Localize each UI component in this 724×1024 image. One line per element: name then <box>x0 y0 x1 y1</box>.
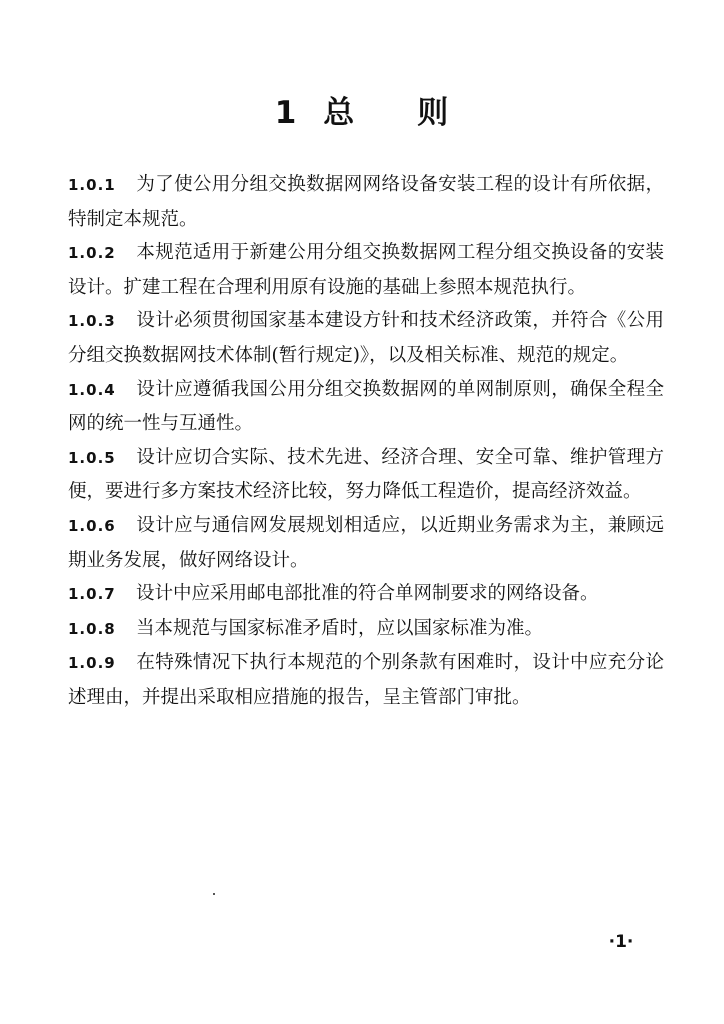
clause-text: 设计必须贯彻国家基本建设方针和技术经济政策，并符合《公用分组交换数据网技术体制(暂行规定)》，以及相关标准、规范的规定。 <box>68 310 664 366</box>
clause-list <box>68 168 664 715</box>
clause-1-0-2 <box>68 236 664 304</box>
chapter-title <box>0 87 724 132</box>
clause-text: 设计中应采用邮电部批准的符合单网制要求的网络设备。 <box>136 583 599 605</box>
clause-1-0-7 <box>68 577 664 612</box>
clause-number: 1.0.9 <box>68 654 116 673</box>
clause-number: 1.0.1 <box>68 176 116 194</box>
clause-number: 1.0.2 <box>68 244 116 263</box>
page-number: ·1· <box>608 932 634 952</box>
clause-1-0-4 <box>68 373 664 441</box>
scan-speck <box>213 893 215 895</box>
clause-text: 在特殊情况下执行本规范的个别条款有困难时，设计中应充分论述理由，并提出采取相应措施的报告，呈主管部门审批。 <box>68 652 664 708</box>
clause-text: 设计应切合实际、技术先进、经济合理、安全可靠、维护管理方便，要进行多方案技术经济比较，努力降低工程造价，提高经济效益。 <box>68 446 664 503</box>
clause-1-0-9 <box>68 646 664 714</box>
clause-1-0-1 <box>68 168 664 236</box>
clause-text: 为了使公用分组交换数据网网络设备安装工程的设计有所依据，特制定本规范。 <box>68 174 664 230</box>
clause-text: 设计应遵循我国公用分组交换数据网的单网制原则，确保全程全网的统一性与互通性。 <box>68 378 664 435</box>
clause-1-0-6 <box>68 509 664 577</box>
clause-text: 当本规范与国家标准矛盾时，应以国家标准为准。 <box>136 617 544 639</box>
clause-1-0-5 <box>68 441 664 509</box>
clause-number: 1.0.6 <box>68 516 116 535</box>
clause-1-0-3 <box>68 304 664 372</box>
clause-number: 1.0.4 <box>68 380 116 399</box>
clause-number: 1.0.3 <box>68 312 116 331</box>
chapter-number: 1 <box>274 94 298 131</box>
chapter-title-word-2: 则 <box>417 94 450 131</box>
clause-number: 1.0.7 <box>68 585 116 604</box>
clause-text: 本规范适用于新建公用分组交换数据网工程分组交换设备的安装设计。扩建工程在合理利用原有设施的基础上参照本规范执行。 <box>68 242 664 298</box>
clause-text: 设计应与通信网发展规划相适应，以近期业务需求为主，兼顾远期业务发展，做好网络设计。 <box>68 514 664 571</box>
clause-number: 1.0.5 <box>68 448 116 467</box>
chapter-title-word-1: 总 <box>323 94 356 131</box>
clause-1-0-8 <box>68 612 664 647</box>
clause-number: 1.0.8 <box>68 619 116 638</box>
